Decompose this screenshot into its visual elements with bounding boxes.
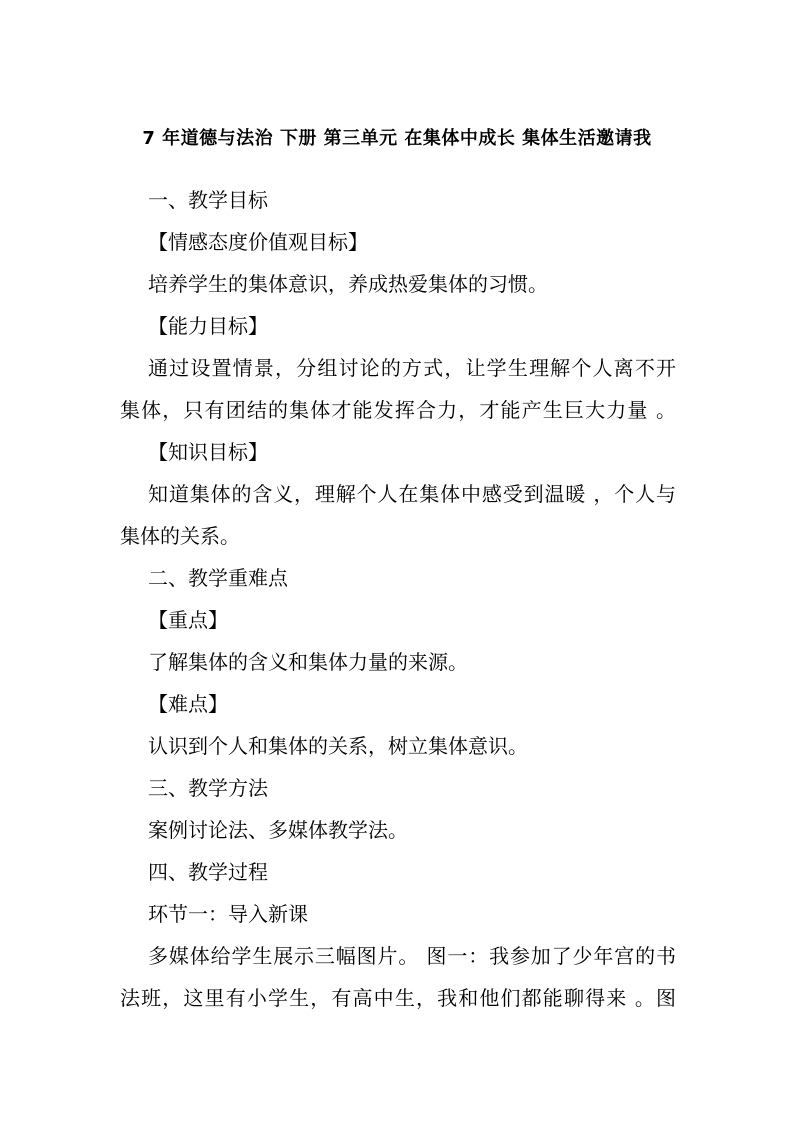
paragraph-line: 集体的关系。 (120, 524, 240, 548)
subheading-step-one: 环节一：导入新课 (148, 902, 308, 926)
paragraph-line: 知道集体的含义，理解个人在集体中感受到温暖 ，个人与 (148, 482, 676, 506)
section-heading-process: 四、教学过程 (148, 860, 268, 884)
section-heading-methods: 三、教学方法 (148, 776, 268, 800)
subheading-ability-goal: 【能力目标】 (148, 314, 268, 338)
section-heading-objectives: 一、教学目标 (148, 188, 268, 212)
paragraph-line: 通过设置情景，分组讨论的方式，让学生理解个人离不开 (148, 356, 676, 380)
paragraph-line: 了解集体的含义和集体力量的来源。 (148, 650, 468, 674)
subheading-emotion-goal: 【情感态度价值观目标】 (148, 230, 368, 254)
document-title: 7 年道德与法治 下册 第三单元 在集体中成长 集体生活邀请我 (142, 128, 652, 149)
paragraph-line: 案例讨论法、多媒体教学法。 (148, 818, 408, 842)
paragraph-line: 法班，这里有小学生，有高中生，我和他们都能聊得来 。图 (120, 986, 676, 1010)
paragraph-line: 培养学生的集体意识，养成热爱集体的习惯。 (148, 272, 548, 296)
paragraph-line: 多媒体给学生展示三幅图片。 图一：我参加了少年宫的书 (148, 944, 676, 968)
subheading-key-point: 【重点】 (148, 608, 228, 632)
document-body (120, 179, 676, 1019)
paragraph-line: 集体，只有团结的集体才能发挥合力，才能产生巨大力量 。 (120, 398, 676, 422)
subheading-knowledge-goal: 【知识目标】 (148, 440, 268, 464)
paragraph-line: 认识到个人和集体的关系，树立集体意识。 (148, 734, 528, 758)
section-heading-key-points: 二、教学重难点 (148, 566, 288, 590)
subheading-difficulty: 【难点】 (148, 692, 228, 716)
